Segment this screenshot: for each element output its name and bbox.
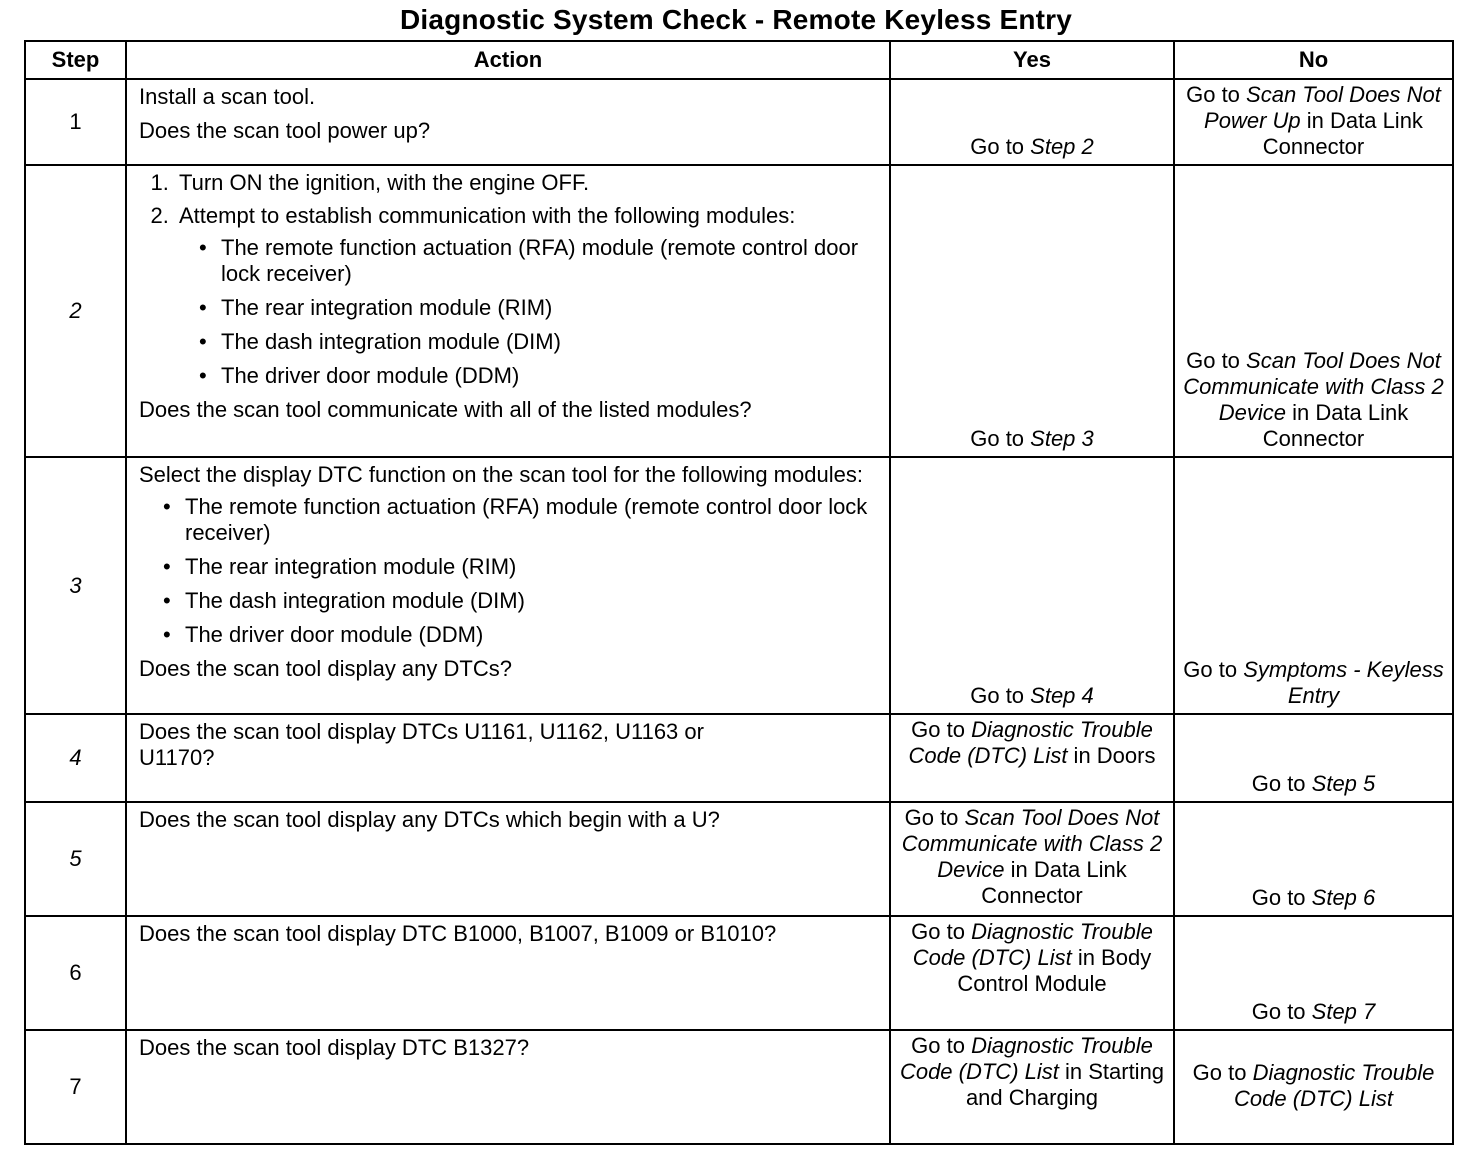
yes-reference-link[interactable]: Diagnostic Trouble Code (DTC) List	[912, 919, 1153, 970]
header-action: Action	[126, 41, 890, 79]
yes-cell	[890, 79, 1174, 165]
module-item: • The dash integration module (DIM)	[171, 588, 881, 614]
step-number: 3	[25, 457, 126, 714]
no-reference-link[interactable]: Step 7	[1311, 999, 1376, 1024]
yes-cell	[890, 714, 1174, 802]
no-cell	[1174, 79, 1453, 165]
yes-suffix: in Doors	[1067, 743, 1156, 768]
no-prefix: Go to	[1186, 348, 1247, 373]
yes-prefix: Go to	[911, 717, 972, 742]
module-item: • The dash integration module (DIM)	[207, 329, 881, 355]
table-row	[25, 79, 1453, 165]
no-prefix: Go to	[1192, 1060, 1253, 1085]
no-prefix: Go to	[1251, 885, 1312, 910]
header-no: No	[1174, 41, 1453, 79]
module-item: • The remote function actuation (RFA) module (remote control door lock receiver)	[207, 235, 881, 287]
yes-reference-link[interactable]: Step 3	[1030, 426, 1094, 451]
yes-prefix: Go to	[970, 426, 1031, 451]
table-row	[25, 1030, 1453, 1144]
no-reference-link[interactable]: Diagnostic Trouble Code (DTC) List	[1234, 1060, 1435, 1111]
module-item: • The driver door module (DDM)	[171, 622, 881, 648]
action-question: Does the scan tool display DTCs U1161, U1162, U1163 or U1170?	[139, 719, 704, 770]
table-header-row	[25, 41, 1453, 79]
table-row	[25, 714, 1453, 802]
numbered-step-text: Attempt to establish communication with the following modules:	[179, 203, 796, 228]
no-reference-link[interactable]: Scan Tool Does Not Power Up	[1204, 82, 1441, 133]
no-reference-link[interactable]: Symptoms - Keyless Entry	[1243, 657, 1444, 708]
module-item: • The remote function actuation (RFA) module (remote control door lock receiver)	[171, 494, 881, 546]
no-cell	[1174, 1030, 1453, 1144]
no-cell	[1174, 916, 1453, 1030]
no-cell	[1174, 457, 1453, 714]
no-reference-link[interactable]: Step 6	[1311, 885, 1376, 910]
no-cell	[1174, 714, 1453, 802]
diagnostic-table	[24, 40, 1454, 1145]
action-question: Does the scan tool display DTC B1327?	[139, 1035, 530, 1060]
yes-reference-link[interactable]: Diagnostic Trouble Code (DTC) List	[899, 1033, 1153, 1084]
action-cell	[126, 714, 890, 802]
action-cell	[126, 1030, 890, 1144]
action-cell	[126, 916, 890, 1030]
module-item: • The rear integration module (RIM)	[207, 295, 881, 321]
numbered-step	[175, 203, 881, 389]
yes-reference-link[interactable]: Step 2	[1030, 134, 1094, 159]
numbered-step: 1. Turn ON the ignition, with the engine OFF.	[175, 170, 881, 196]
module-list	[179, 235, 881, 389]
no-suffix: in Data Link Connector	[1262, 108, 1423, 159]
yes-suffix: in Data Link Connector	[981, 857, 1127, 908]
yes-reference-link[interactable]: Diagnostic Trouble Code (DTC) List	[908, 717, 1153, 768]
step-number: 4	[25, 714, 126, 802]
yes-prefix: Go to	[911, 1033, 972, 1058]
yes-cell	[890, 457, 1174, 714]
numbered-steps	[139, 170, 881, 389]
no-suffix: in Data Link Connector	[1262, 400, 1409, 451]
yes-reference-link[interactable]: Scan Tool Does Not Communicate with Class 2 Device	[901, 805, 1163, 882]
action-question: Does the scan tool display any DTCs which begin with a U?	[139, 807, 720, 832]
yes-prefix: Go to	[904, 805, 965, 830]
yes-prefix: Go to	[970, 134, 1031, 159]
yes-suffix: in Body Control Module	[957, 945, 1152, 996]
action-cell	[126, 457, 890, 714]
step-number: 2	[25, 165, 126, 457]
module-item: • The rear integration module (RIM)	[171, 554, 881, 580]
yes-prefix: Go to	[911, 919, 972, 944]
no-prefix: Go to	[1251, 771, 1312, 796]
step-number: 7	[25, 1030, 126, 1144]
yes-cell	[890, 916, 1174, 1030]
table-row	[25, 916, 1453, 1030]
no-cell	[1174, 802, 1453, 916]
action-text: Install a scan tool.	[139, 84, 316, 109]
action-question: Does the scan tool display any DTCs?	[139, 656, 512, 681]
action-question: Does the scan tool communicate with all of the listed modules?	[139, 397, 752, 422]
yes-suffix: in Starting and Charging	[965, 1059, 1165, 1110]
action-intro: Select the display DTC function on the scan tool for the following modules:	[139, 462, 863, 487]
yes-prefix: Go to	[970, 683, 1031, 708]
no-prefix: Go to	[1183, 657, 1244, 682]
module-item: • The driver door module (DDM)	[207, 363, 881, 389]
yes-reference-link[interactable]: Step 4	[1030, 683, 1094, 708]
no-reference-link[interactable]: Scan Tool Does Not Communicate with Class 2 Device	[1183, 348, 1444, 425]
table-row	[25, 802, 1453, 916]
action-cell	[126, 79, 890, 165]
action-question: Does the scan tool display DTC B1000, B1007, B1009 or B1010?	[139, 921, 777, 946]
yes-cell	[890, 165, 1174, 457]
action-cell	[126, 165, 890, 457]
header-yes: Yes	[890, 41, 1174, 79]
no-prefix: Go to	[1186, 82, 1247, 107]
table-row	[25, 457, 1453, 714]
action-question: Does the scan tool power up?	[139, 118, 431, 143]
step-number: 6	[25, 916, 126, 1030]
action-cell	[126, 802, 890, 916]
table-row	[25, 165, 1453, 457]
no-prefix: Go to	[1251, 999, 1312, 1024]
step-number: 1	[25, 79, 126, 165]
header-step: Step	[25, 41, 126, 79]
no-reference-link[interactable]: Step 5	[1311, 771, 1376, 796]
module-list	[139, 494, 881, 648]
page-title: Diagnostic System Check - Remote Keyless Entry	[399, 4, 1073, 35]
yes-cell	[890, 1030, 1174, 1144]
step-number: 5	[25, 802, 126, 916]
no-cell	[1174, 165, 1453, 457]
yes-cell	[890, 802, 1174, 916]
